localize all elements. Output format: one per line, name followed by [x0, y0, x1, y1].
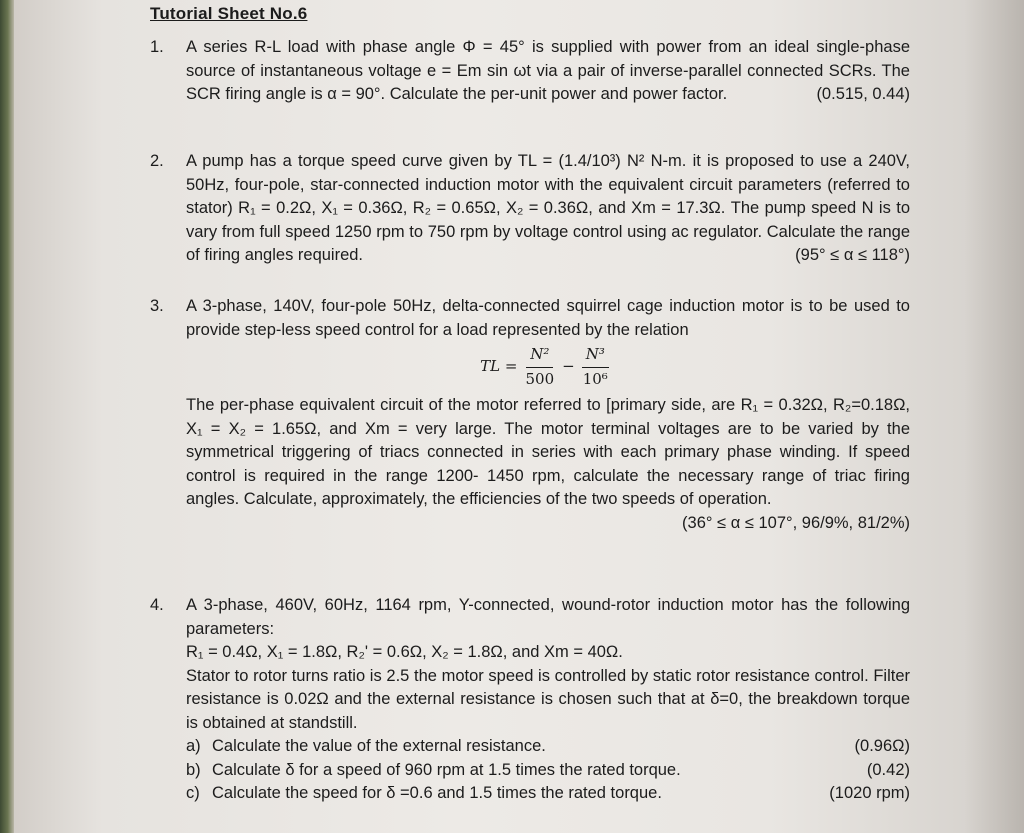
formula-lhs: TL = [480, 357, 518, 376]
question-intro: A 3-phase, 460V, 60Hz, 1164 rpm, Y-connected, wound-rotor induction motor has the following parameters: [186, 596, 910, 638]
numerator-2: N³ [582, 343, 609, 368]
tutorial-sheet [150, 0, 920, 833]
answer: (36° ≤ α ≤ 107°, 96/9%, 81/2%) [682, 513, 910, 532]
question-number: 4. [150, 596, 164, 614]
question-text: A pump has a torque speed curve given by TL = (1.4/10³) N² N-m. it is proposed to use a 240V, 50Hz, four-pole, star-connected induction motor with the equivalent circuit parameters (referred to stator) R₁ = 0.2Ω, X₁ = 0.36Ω, R₂ = 0.65Ω, X₂ = 0.36Ω, and Xm = 17.3Ω. The pump speed N is to vary from full speed 1250 rpm to 750 rpm by voltage control using ac regulator. Calculate the range of firing angles required. [186, 152, 910, 264]
answer: (0.42) [866, 760, 910, 779]
fraction-2 [579, 343, 612, 391]
sub-question-label: a) [186, 737, 201, 755]
question-text: Stator to rotor turns ratio is 2.5 the motor speed is controlled by static rotor resistance control. Filter resistance is 0.02Ω and the external resistance is chosen such that at δ=0, the breakdown torque is obtained at standstill. [186, 666, 910, 732]
sub-question-text: Calculate the speed for δ =0.6 and 1.5 times the rated torque. [212, 784, 662, 802]
question-text: The per-phase equivalent circuit of the motor referred to [primary side, are R₁ = 0.32Ω, R₂=0.18Ω, X₁ = X₂ = 1.65Ω, and Xm = very large. The motor terminal voltages are to be varied by the symmetrical triggering of triacs connected in series with each primary phase winding. If speed control is required in the range 1200- 1450 rpm, calculate the necessary range of triac firing angles. Calculate, approximately, the efficiencies of the two speeds of operation. [186, 396, 910, 508]
sub-question-label: c) [186, 784, 200, 802]
question-intro: A 3-phase, 140V, four-pole 50Hz, delta-connected squirrel cage induction motor is to be used to provide step-less speed control for a load represented by the relation [186, 297, 910, 339]
answer: (1020 rpm) [829, 784, 910, 802]
sub-question-label: b) [186, 760, 201, 779]
answer: (95° ≤ α ≤ 118°) [795, 246, 910, 264]
sheet-title: Tutorial Sheet No.6 [150, 4, 308, 23]
fraction-1 [521, 343, 558, 391]
question-number: 2. [150, 152, 164, 170]
answer: (0.515, 0.44) [816, 85, 910, 103]
page-shadow [964, 0, 1024, 833]
load-torque-formula [186, 344, 910, 390]
question-text: A series R-L load with phase angle Φ = 45° is supplied with power from an ideal single-phase source of instantaneous voltage e = Em sin ωt via a pair of inverse-parallel connected SCRs. The SCR firing angle is α = 90°. Calculate the per-unit power and power factor. [186, 38, 910, 103]
denominator-2: 10⁶ [582, 369, 608, 388]
question-body [186, 295, 910, 535]
denominator-1: 500 [525, 369, 555, 388]
binder-edge [0, 0, 14, 833]
sub-question-c [186, 782, 910, 806]
question-number: 1. [150, 38, 164, 56]
question-body [186, 594, 910, 806]
formula-minus: − [562, 357, 575, 376]
numerator-1: N² [526, 343, 553, 368]
question-body [186, 36, 910, 107]
sub-question-text: Calculate the value of the external resistance. [212, 737, 546, 755]
sub-question-a [186, 735, 910, 759]
answer: (0.96Ω) [854, 737, 910, 755]
question-number: 3. [150, 297, 164, 315]
motor-parameters: R₁ = 0.4Ω, X₁ = 1.8Ω, R₂' = 0.6Ω, X₂ = 1.8Ω, and Xm = 40Ω. [186, 643, 623, 661]
sub-question-text: Calculate δ for a speed of 960 rpm at 1.5 times the rated torque. [212, 760, 681, 779]
sub-question-b [186, 759, 910, 783]
question-body [186, 150, 910, 268]
